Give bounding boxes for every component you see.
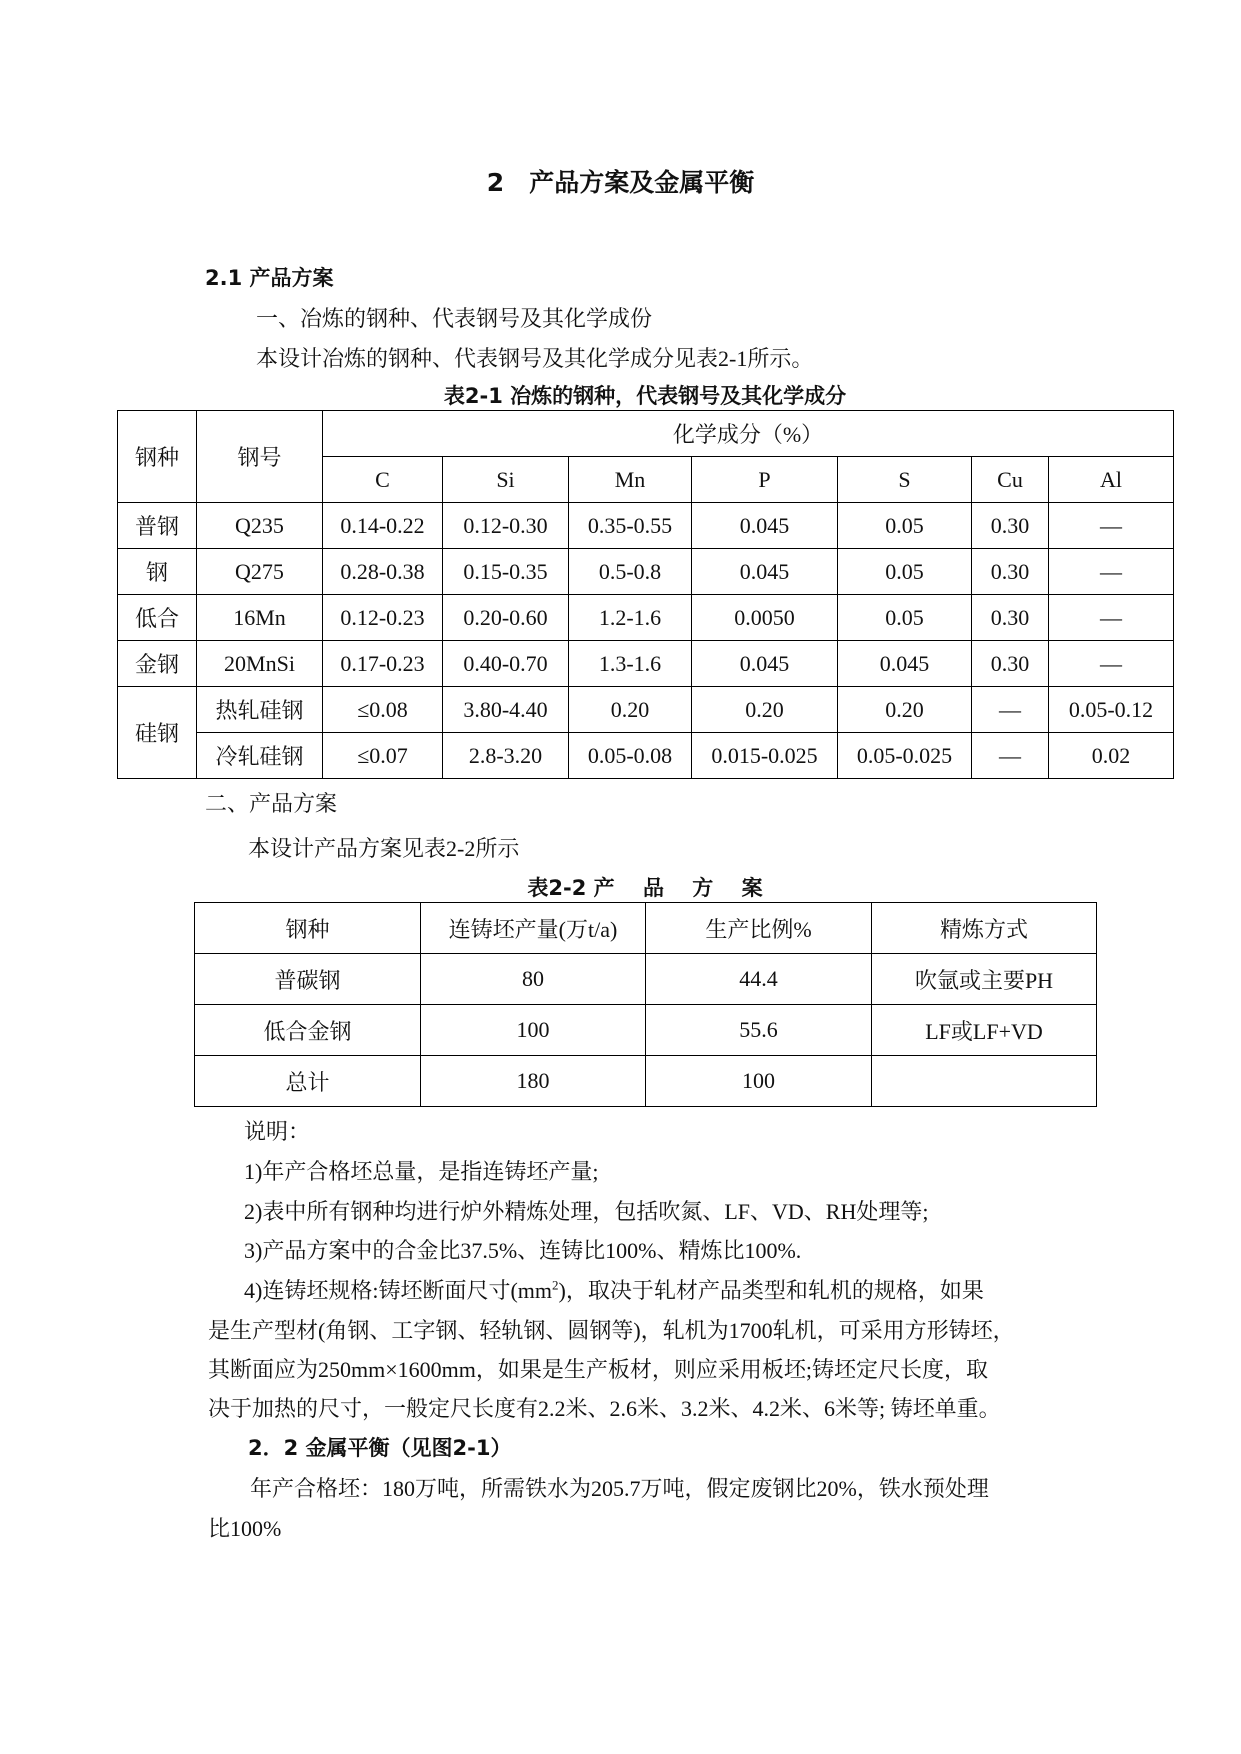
header-element: S — [838, 457, 972, 503]
steel-type-cell: 硅钢 — [118, 687, 197, 779]
table-row — [195, 954, 1097, 1005]
value-cell: 0.0050 — [692, 595, 838, 641]
table-cell: 100 — [421, 1005, 646, 1056]
table-cell — [872, 1056, 1097, 1107]
steel-type-cell: 低合 — [118, 595, 197, 641]
grade-cell: Q275 — [197, 549, 323, 595]
note-4-line-1 — [244, 1274, 984, 1305]
value-cell: 0.12-0.30 — [443, 503, 569, 549]
header-cell: 连铸坯产量(万t/a) — [421, 903, 646, 954]
table-1-caption: 表2-1 冶炼的钢种，代表钢号及其化学成分 — [443, 384, 847, 408]
table-cell: 吹氩或主要PH — [872, 954, 1097, 1005]
value-cell: 0.28-0.38 — [323, 549, 443, 595]
header-steel-type: 钢种 — [118, 411, 197, 503]
note-4-text-a: 4)连铸坯规格:铸坯断面尺寸(mm — [244, 1278, 552, 1303]
grade-cell: Q235 — [197, 503, 323, 549]
value-cell: 0.20 — [692, 687, 838, 733]
value-cell: 0.05-0.08 — [569, 733, 692, 779]
value-cell: — — [1049, 595, 1174, 641]
header-element: Si — [443, 457, 569, 503]
superscript: 2 — [552, 1277, 559, 1293]
header-cell: 精炼方式 — [872, 903, 1097, 954]
value-cell: 0.015-0.025 — [692, 733, 838, 779]
value-cell: 0.05 — [838, 549, 972, 595]
value-cell: 0.045 — [692, 549, 838, 595]
header-element: Cu — [972, 457, 1049, 503]
product-plan-table — [194, 902, 1097, 1107]
steel-type-cell: 钢 — [118, 549, 197, 595]
value-cell: 0.14-0.22 — [323, 503, 443, 549]
item-2-heading: 二、产品方案 — [205, 791, 338, 816]
grade-cell: 冷轧硅钢 — [197, 733, 323, 779]
header-element: Mn — [569, 457, 692, 503]
table-row — [118, 503, 1174, 549]
value-cell: — — [1049, 641, 1174, 687]
value-cell: 0.30 — [972, 503, 1049, 549]
section-2-1-heading: 2.1 产品方案 — [205, 266, 334, 290]
table-1-intro: 本设计冶炼的钢种、代表钢号及其化学成分见表2-1所示。 — [256, 346, 814, 371]
chapter-title: 2 产品方案及金属平衡 — [486, 168, 755, 197]
note-3: 3)产品方案中的合金比37.5%、连铸比100%、精炼比100%. — [244, 1238, 802, 1263]
value-cell: 0.05 — [838, 595, 972, 641]
item-1-heading: 一、冶炼的钢种、代表钢号及其化学成份 — [256, 306, 653, 331]
value-cell: — — [972, 733, 1049, 779]
value-cell: 1.3-1.6 — [569, 641, 692, 687]
value-cell: ≤0.07 — [323, 733, 443, 779]
table-cell: 总计 — [195, 1056, 421, 1107]
table-cell: 44.4 — [646, 954, 872, 1005]
value-cell: 0.045 — [692, 641, 838, 687]
grade-cell: 20MnSi — [197, 641, 323, 687]
table-row — [118, 549, 1174, 595]
value-cell: — — [972, 687, 1049, 733]
value-cell: 0.30 — [972, 549, 1049, 595]
table-row — [118, 733, 1174, 779]
value-cell: 3.80-4.40 — [443, 687, 569, 733]
value-cell: 0.30 — [972, 641, 1049, 687]
note-4-line-2: 是生产型材(角钢、工字钢、轻轨钢、圆钢等)，轧机为1700轧机，可采用方形铸坯， — [208, 1318, 1015, 1343]
note-1: 1)年产合格坯总量，是指连铸坯产量; — [244, 1159, 599, 1184]
value-cell: 0.02 — [1049, 733, 1174, 779]
header-element: P — [692, 457, 838, 503]
table-2-caption: 表2-2 产 品 方 案 — [527, 876, 763, 900]
value-cell: 0.17-0.23 — [323, 641, 443, 687]
value-cell: — — [1049, 503, 1174, 549]
notes-title: 说明： — [244, 1119, 311, 1144]
table-2-intro: 本设计产品方案见表2-2所示 — [248, 836, 520, 861]
value-cell: 0.045 — [692, 503, 838, 549]
table-cell: 普碳钢 — [195, 954, 421, 1005]
table-row — [195, 1056, 1097, 1107]
table-row — [118, 595, 1174, 641]
steel-type-cell: 普钢 — [118, 503, 197, 549]
header-composition: 化学成分（%） — [323, 411, 1174, 457]
note-2: 2)表中所有钢种均进行炉外精炼处理，包括吹氮、LF、VD、RH处理等; — [244, 1199, 929, 1224]
value-cell: 2.8-3.20 — [443, 733, 569, 779]
table-cell: 180 — [421, 1056, 646, 1107]
grade-cell: 16Mn — [197, 595, 323, 641]
value-cell: — — [1049, 549, 1174, 595]
note-4-line-4: 决于加热的尺寸，一般定尺长度有2.2米、2.6米、3.2米、4.2米、6米等; 铸坯单重。 — [208, 1396, 1001, 1421]
header-element: Al — [1049, 457, 1174, 503]
value-cell: 0.20 — [838, 687, 972, 733]
value-cell: 0.05 — [838, 503, 972, 549]
value-cell: 0.05-0.12 — [1049, 687, 1174, 733]
value-cell: 0.045 — [838, 641, 972, 687]
header-cell: 生产比例% — [646, 903, 872, 954]
section-2-2-heading: 2．2 金属平衡（见图2-1） — [248, 1436, 512, 1460]
value-cell: ≤0.08 — [323, 687, 443, 733]
table-cell: 55.6 — [646, 1005, 872, 1056]
grade-cell: 热轧硅钢 — [197, 687, 323, 733]
table-row — [118, 641, 1174, 687]
value-cell: 0.20-0.60 — [443, 595, 569, 641]
metal-balance-line-1: 年产合格坯：180万吨，所需铁水为205.7万吨，假定废钢比20%，铁水预处理 — [250, 1476, 989, 1501]
table-cell: 100 — [646, 1056, 872, 1107]
table-cell: 低合金钢 — [195, 1005, 421, 1056]
value-cell: 0.35-0.55 — [569, 503, 692, 549]
value-cell: 0.12-0.23 — [323, 595, 443, 641]
table-cell: LF或LF+VD — [872, 1005, 1097, 1056]
metal-balance-line-2: 比100% — [208, 1516, 282, 1541]
value-cell: 0.15-0.35 — [443, 549, 569, 595]
table-cell: 80 — [421, 954, 646, 1005]
header-element: C — [323, 457, 443, 503]
note-4-line-3: 其断面应为250mm×1600mm，如果是生产板材，则应采用板坯;铸坯定尺长度，取 — [208, 1357, 988, 1382]
composition-table — [117, 410, 1174, 779]
value-cell: 0.20 — [569, 687, 692, 733]
value-cell: 0.5-0.8 — [569, 549, 692, 595]
note-4-text-b: )，取决于轧材产品类型和轧机的规格，如果 — [558, 1278, 984, 1303]
steel-type-cell: 金钢 — [118, 641, 197, 687]
value-cell: 0.40-0.70 — [443, 641, 569, 687]
table-row — [195, 1005, 1097, 1056]
value-cell: 0.30 — [972, 595, 1049, 641]
value-cell: 1.2-1.6 — [569, 595, 692, 641]
value-cell: 0.05-0.025 — [838, 733, 972, 779]
table-row — [118, 687, 1174, 733]
header-grade: 钢号 — [197, 411, 323, 503]
header-cell: 钢种 — [195, 903, 421, 954]
